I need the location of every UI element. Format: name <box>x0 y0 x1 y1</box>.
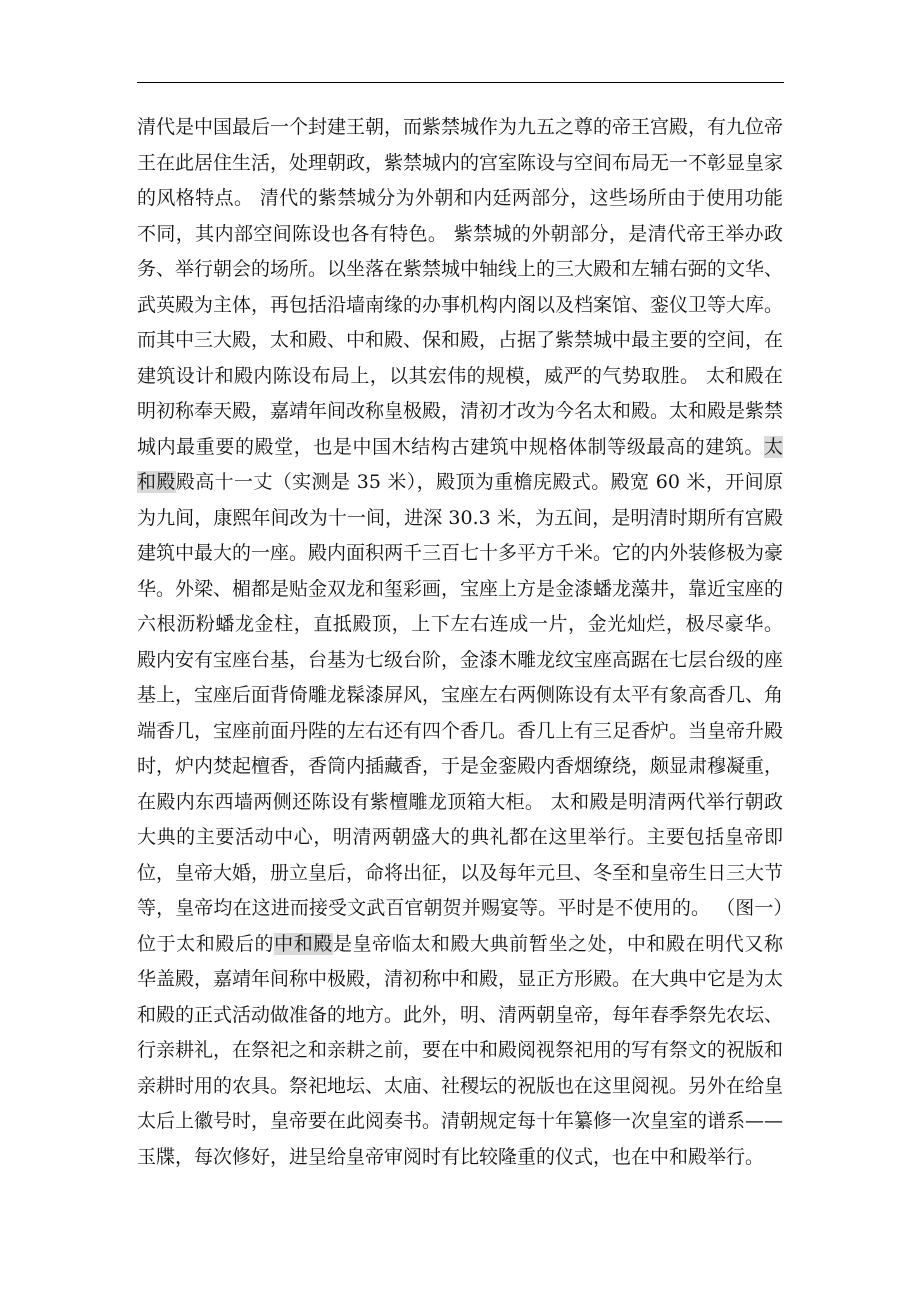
highlighted-term-taihe-hall: 太和殿 <box>137 435 783 493</box>
text-segment: 殿高十一丈（实测是 35 米），殿顶为重檐庑殿式。殿宽 60 米，开间原为九间，康熙年间改为十一间，进深 30.3 米，为五间，是明清时期所有宫殿建筑中最大的一座。殿内面积两千三百七十多平方千米。它的内外装修极为豪华。外梁、楣都是贴金双龙和玺彩画，宝座上方是金漆蟠龙藻井，靠近宝座的六根沥粉蟠龙金柱，直抵殿顶，上下左右连成一片，金光灿烂，极尽豪华。 殿内安有宝座台基，台基为七级台阶，金漆木雕龙纹宝座高踞在七层台级的座基上，宝座后面背倚雕龙髹漆屏风，宝座左右两侧陈设有太平有象高香几、角端香几，宝座前面丹陛的左右还有四个香几。香几上有三足香炉。当皇帝升殿时，炉内焚起檀香，香筒内插藏香，于是金銮殿内香烟缭绕，颇显肃穆凝重，在殿内东西墙两侧还陈设有紫檀雕龙顶箱大柜。 太和殿是明清两代举行朝政大典的主要活动中心，明清两朝盛大的典礼都在这里举行。主要包括皇帝即位，皇帝大婚，册立皇后，命将出征，以及每年元旦、冬至和皇帝生日三大节等，皇帝均在这进而接受文武百官朝贺并赐宴等。平时是不使用的。 （图一）位于太和殿后的 <box>137 471 784 955</box>
text-segment: 是皇帝临太和殿大典前暂坐之处，中和殿在明代又称华盖殿，嘉靖年间称中极殿，清初称中和殿，显正方形殿。在大典中它是为太和殿的正式活动做准备的地方。此外，明、清两朝皇帝，每年春季祭先农坛、行亲耕礼，在祭祀之和亲耕之前，要在中和殿阅视祭祀用的写有祭文的祝版和亲耕时用的农具。祭祀地坛、太庙、社稷坛的祝版也在这里阅视。另外在给皇太后上徽号时，皇帝要在此阅奏书。清朝规定每十年纂修一次皇室的谱系——玉牒，每次修好，进呈给皇帝审阅时有比较隆重的仪式，也在中和殿举行。 <box>137 932 784 1168</box>
body-paragraph <box>137 110 783 1175</box>
header-rule <box>137 82 784 83</box>
highlighted-term-zhonghe-hall: 中和殿 <box>274 932 333 955</box>
text-segment: 清代是中国最后一个封建王朝，而紫禁城作为九五之尊的帝王宫殿，有九位帝王在此居住生活，处理朝政，紫禁城内的宫室陈设与空间布局无一不彰显皇家的风格特点。 清代的紫禁城分为外朝和内廷两部分，这些场所由于使用功能不同，其内部空间陈设也各有特色。 紫禁城的外朝部分，是清代帝王举办政务、举行朝会的场所。以坐落在紫禁城中轴线上的三大殿和左辅右弼的文华、武英殿为主体，再包括沿墙南缘的办事机构内阁以及档案馆、銮仪卫等大库。而其中三大殿，太和殿、中和殿、保和殿，占据了紫禁城中最主要的空间，在建筑设计和殿内陈设布局上，以其宏伟的规模，威严的气势取胜。 太和殿在明初称奉天殿，嘉靖年间改称皇极殿，清初才改为今名太和殿。太和殿是紫禁城内最重要的殿堂，也是中国木结构古建筑中规格体制等级最高的建筑。 <box>137 116 784 458</box>
